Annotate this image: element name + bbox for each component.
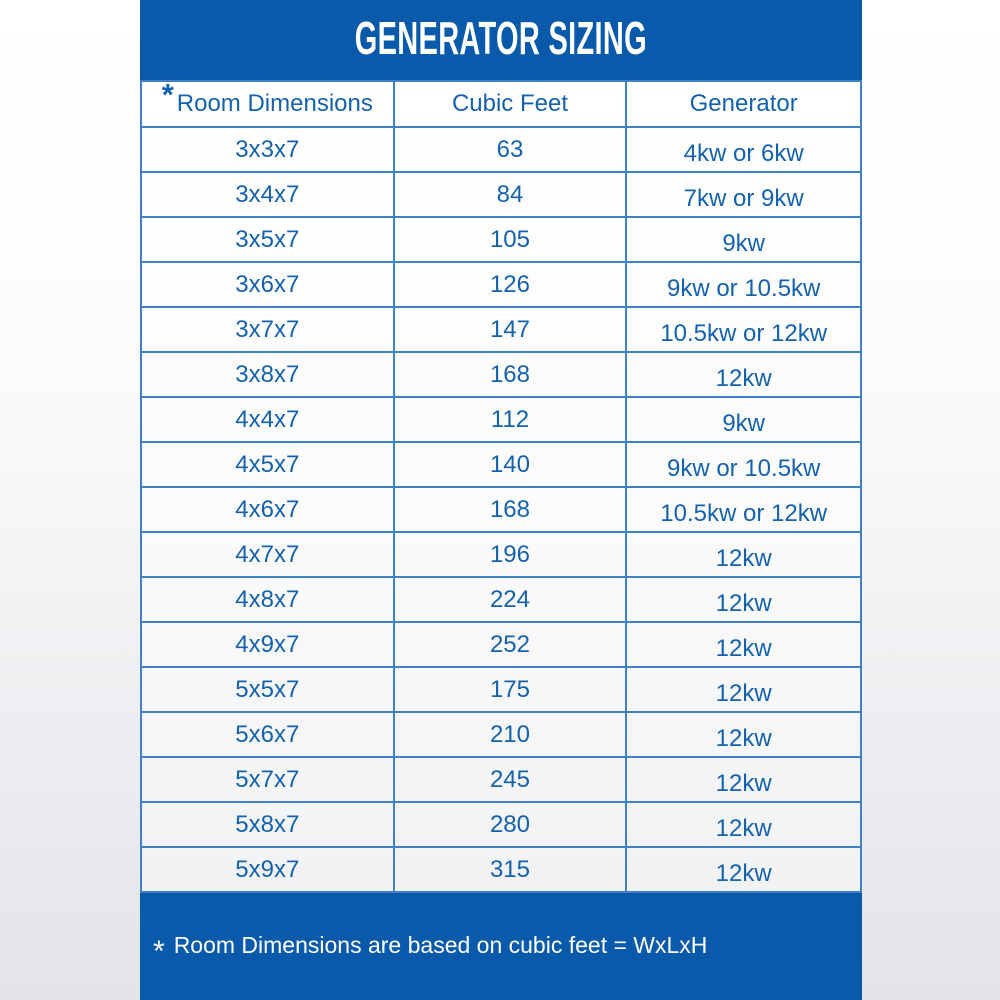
table-row <box>142 396 860 441</box>
room-dimensions-cell <box>142 623 393 666</box>
generator-cell <box>627 578 860 621</box>
room-dimensions-cell <box>142 443 393 486</box>
asterisk-marker-icon: * <box>153 934 165 968</box>
cell-value: 12kw <box>715 634 772 662</box>
title-band <box>140 0 862 80</box>
cubic-feet-cell <box>393 623 628 666</box>
generator-cell <box>627 353 860 396</box>
room-dimensions-cell <box>142 803 393 846</box>
generator-cell <box>627 308 860 351</box>
generator-cell <box>627 713 860 756</box>
cubic-feet-cell <box>393 713 628 756</box>
table-row <box>142 711 860 756</box>
cell-value: 5x6x7 <box>235 720 300 748</box>
table-row <box>142 486 860 531</box>
cell-value: 280 <box>489 810 530 838</box>
table-row <box>142 261 860 306</box>
room-dimensions-cell <box>142 488 393 531</box>
cell-value: 140 <box>489 450 530 478</box>
cubic-feet-cell <box>393 353 628 396</box>
generator-cell <box>627 173 860 216</box>
cell-value: 210 <box>489 720 530 748</box>
table-row <box>142 126 860 171</box>
column-header-label: Room Dimensions <box>176 90 373 117</box>
room-dimensions-cell <box>142 173 393 216</box>
cell-value: 4x5x7 <box>235 450 300 478</box>
cubic-feet-cell <box>393 173 628 216</box>
cubic-feet-cell <box>393 308 628 351</box>
cell-value: 4x7x7 <box>235 540 300 568</box>
cell-value: 3x5x7 <box>235 225 300 253</box>
cell-value: 9kw <box>722 409 766 437</box>
cell-value: 315 <box>489 855 530 883</box>
cell-value: 147 <box>489 315 530 343</box>
table-row <box>142 531 860 576</box>
cell-value: 4x4x7 <box>235 405 300 433</box>
cell-value: 5x9x7 <box>235 855 300 883</box>
room-dimensions-cell <box>142 848 393 891</box>
generator-cell <box>627 623 860 666</box>
cubic-feet-cell <box>393 578 628 621</box>
cell-value: 175 <box>489 675 530 703</box>
table-body <box>142 126 860 891</box>
cell-value: 12kw <box>715 814 772 842</box>
cell-value: 4x8x7 <box>235 585 300 613</box>
cell-value: 12kw <box>715 544 772 572</box>
cell-value: 3x6x7 <box>235 270 300 298</box>
cubic-feet-cell <box>393 443 628 486</box>
cell-value: 3x4x7 <box>235 180 300 208</box>
page-title: GENERATOR SIZING <box>354 12 648 64</box>
generator-cell <box>627 263 860 306</box>
table-row <box>142 756 860 801</box>
cell-value: 252 <box>489 630 530 658</box>
cell-value: 12kw <box>715 769 772 797</box>
cubic-feet-cell <box>393 218 628 261</box>
generator-sizing-table <box>140 80 862 893</box>
cell-value: 9kw or 10.5kw <box>666 274 821 302</box>
table-row <box>142 576 860 621</box>
cell-value: 12kw <box>715 724 772 752</box>
room-dimensions-cell <box>142 758 393 801</box>
generator-cell <box>627 443 860 486</box>
column-header-room-dimensions <box>142 82 393 126</box>
generator-cell <box>627 803 860 846</box>
cubic-feet-cell <box>393 128 628 171</box>
room-dimensions-cell <box>142 713 393 756</box>
table-row <box>142 801 860 846</box>
cell-value: 105 <box>489 225 530 253</box>
cell-value: 3x3x7 <box>235 135 300 163</box>
room-dimensions-cell <box>142 263 393 306</box>
column-header-label: Cubic Feet <box>451 90 568 117</box>
cell-value: 5x7x7 <box>235 765 300 793</box>
table-row <box>142 216 860 261</box>
room-dimensions-cell <box>142 578 393 621</box>
cubic-feet-cell <box>393 668 628 711</box>
table-row <box>142 171 860 216</box>
generator-cell <box>627 218 860 261</box>
room-dimensions-cell <box>142 398 393 441</box>
cubic-feet-cell <box>393 803 628 846</box>
cell-value: 3x8x7 <box>235 360 300 388</box>
cell-value: 196 <box>489 540 530 568</box>
generator-cell <box>627 668 860 711</box>
cell-value: 4x6x7 <box>235 495 300 523</box>
cell-value: 12kw <box>715 679 772 707</box>
room-dimensions-cell <box>142 218 393 261</box>
cell-value: 9kw or 10.5kw <box>666 454 821 482</box>
cell-value: 63 <box>496 135 524 163</box>
footnote-band <box>140 893 862 1000</box>
cubic-feet-cell <box>393 263 628 306</box>
cell-value: 112 <box>490 405 530 433</box>
generator-cell <box>627 488 860 531</box>
room-dimensions-cell <box>142 353 393 396</box>
cell-value: 245 <box>489 765 530 793</box>
cell-value: 168 <box>489 495 530 523</box>
room-dimensions-cell <box>142 668 393 711</box>
cubic-feet-cell <box>393 758 628 801</box>
cell-value: 84 <box>496 180 524 208</box>
cubic-feet-cell <box>393 848 628 891</box>
room-dimensions-cell <box>142 533 393 576</box>
cell-value: 126 <box>489 270 530 298</box>
cubic-feet-cell <box>393 488 628 531</box>
footnote-text: Room Dimensions are based on cubic feet = WxLxH <box>173 931 708 958</box>
cell-value: 4kw or 6kw <box>683 139 804 167</box>
cell-value: 3x7x7 <box>235 315 300 343</box>
column-header-generator <box>627 82 860 126</box>
column-header-label: Generator <box>689 90 798 117</box>
room-dimensions-cell <box>142 128 393 171</box>
generator-cell <box>627 533 860 576</box>
generator-sizing-panel <box>140 0 862 1000</box>
column-header-cubic-feet <box>393 82 628 126</box>
table-row <box>142 666 860 711</box>
cubic-feet-cell <box>393 533 628 576</box>
room-dimensions-cell <box>142 308 393 351</box>
cell-value: 12kw <box>715 364 772 392</box>
cell-value: 224 <box>489 585 530 613</box>
table-header-row <box>142 82 860 126</box>
generator-cell <box>627 398 860 441</box>
cubic-feet-cell <box>393 398 628 441</box>
cell-value: 9kw <box>722 229 766 257</box>
generator-cell <box>627 128 860 171</box>
generator-cell <box>627 758 860 801</box>
cell-value: 12kw <box>715 859 772 887</box>
table-row <box>142 306 860 351</box>
table-row <box>142 441 860 486</box>
table-row <box>142 846 860 891</box>
cell-value: 5x8x7 <box>235 810 300 838</box>
footnote <box>153 931 708 968</box>
generator-cell <box>627 848 860 891</box>
table-row <box>142 351 860 396</box>
cell-value: 10.5kw or 12kw <box>660 319 828 347</box>
table-row <box>142 621 860 666</box>
cell-value: 10.5kw or 12kw <box>660 499 828 527</box>
cell-value: 5x5x7 <box>235 675 300 703</box>
cell-value: 12kw <box>715 589 772 617</box>
cell-value: 168 <box>489 360 530 388</box>
cell-value: 7kw or 9kw <box>683 184 804 212</box>
cell-value: 4x9x7 <box>235 630 300 658</box>
asterisk-marker-icon: * <box>161 82 174 112</box>
